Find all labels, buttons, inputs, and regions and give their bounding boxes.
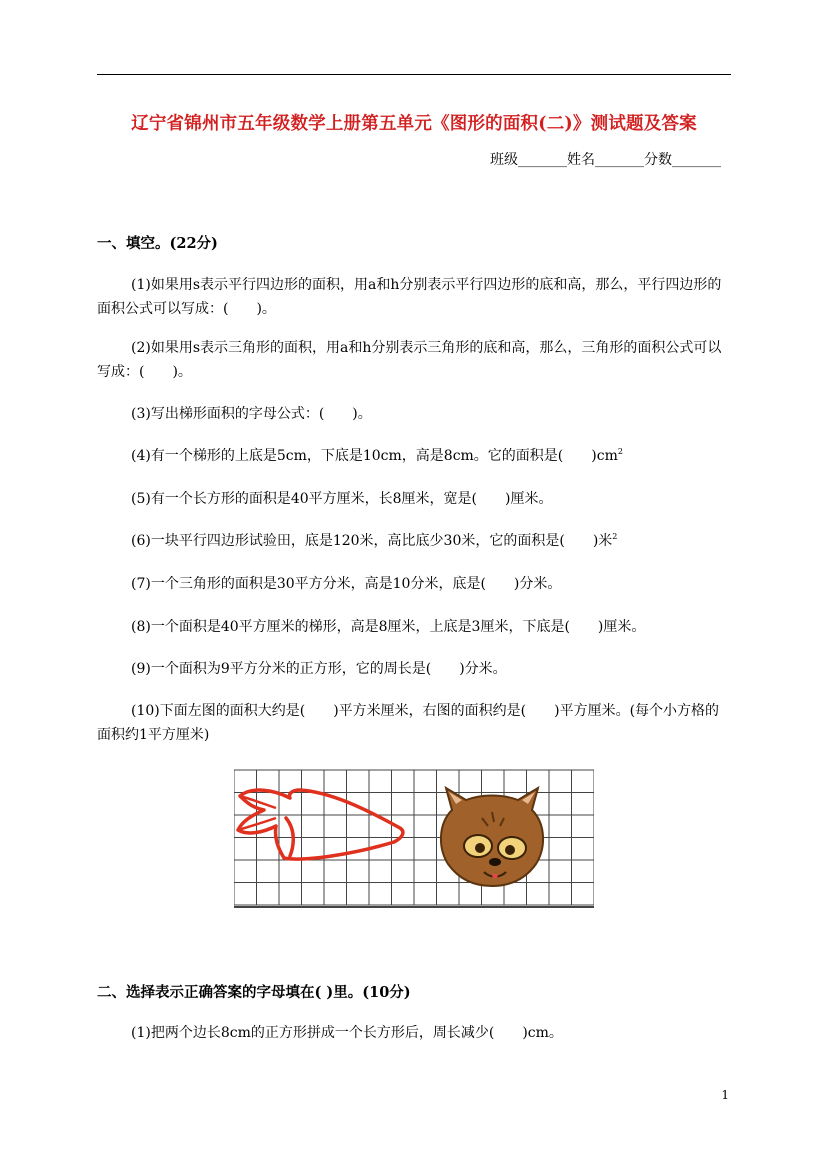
question-4: (4)有一个梯形的上底是5cm，下底是10cm，高是8cm。它的面积是( )$cm^2$	[131, 447, 623, 464]
fox-drawing	[441, 788, 543, 886]
question-9: (9)一个面积为9平方分米的正方形，它的周长是( )分米。	[131, 661, 507, 677]
question-8: (8)一个面积是40平方厘米的梯形，高是8厘米，上底是3厘米，下底是( )厘米。	[131, 619, 646, 635]
student-info: 班级_______姓名_______分数_______	[490, 152, 721, 168]
page-number: 1	[721, 1088, 729, 1102]
question-5: (5)有一个长方形的面积是40平方厘米，长8厘米，宽是( )厘米。	[131, 491, 553, 507]
grid-figure	[234, 768, 594, 910]
question-3: (3)写出梯形面积的字母公式：( )。	[131, 406, 372, 422]
question-1: (1)如果用s表示平行四边形的面积，用a和h分别表示平行四边形的底和高，那么，平行四边形的面积公式可以写成：( )。	[97, 277, 722, 317]
section-1-heading: 一、填空。(22分)	[97, 235, 218, 252]
carrot-drawing	[238, 790, 403, 859]
header-rule	[97, 74, 731, 75]
question-10: (10)下面左图的面积大约是( )平方米厘米，右图的面积约是( )平方厘米。(每个小方格的面积约1平方厘米)	[97, 703, 720, 743]
question-7: (7)一个三角形的面积是30平方分米，高是10分米，底是( )分米。	[131, 576, 562, 592]
question-2: (2)如果用s表示三角形的面积，用a和h分别表示三角形的底和高，那么，三角形的面积公式可以写成：( )。	[97, 340, 722, 380]
question-6: (6)一块平行四边形试验田，底是120米，高比底少30米，它的面积是( )米$^2$	[131, 532, 618, 549]
superscript: 2	[612, 532, 618, 541]
document-title: 辽宁省锦州市五年级数学上册第五单元《图形的面积(二)》测试题及答案	[131, 114, 697, 134]
superscript: 2	[617, 447, 623, 456]
question-2-1: (1)把两个边长8cm的正方形拼成一个长方形后，周长减少( )cm。	[131, 1025, 563, 1041]
section-2-heading: 二、选择表示正确答案的字母填在( )里。(10分)	[97, 984, 411, 1001]
